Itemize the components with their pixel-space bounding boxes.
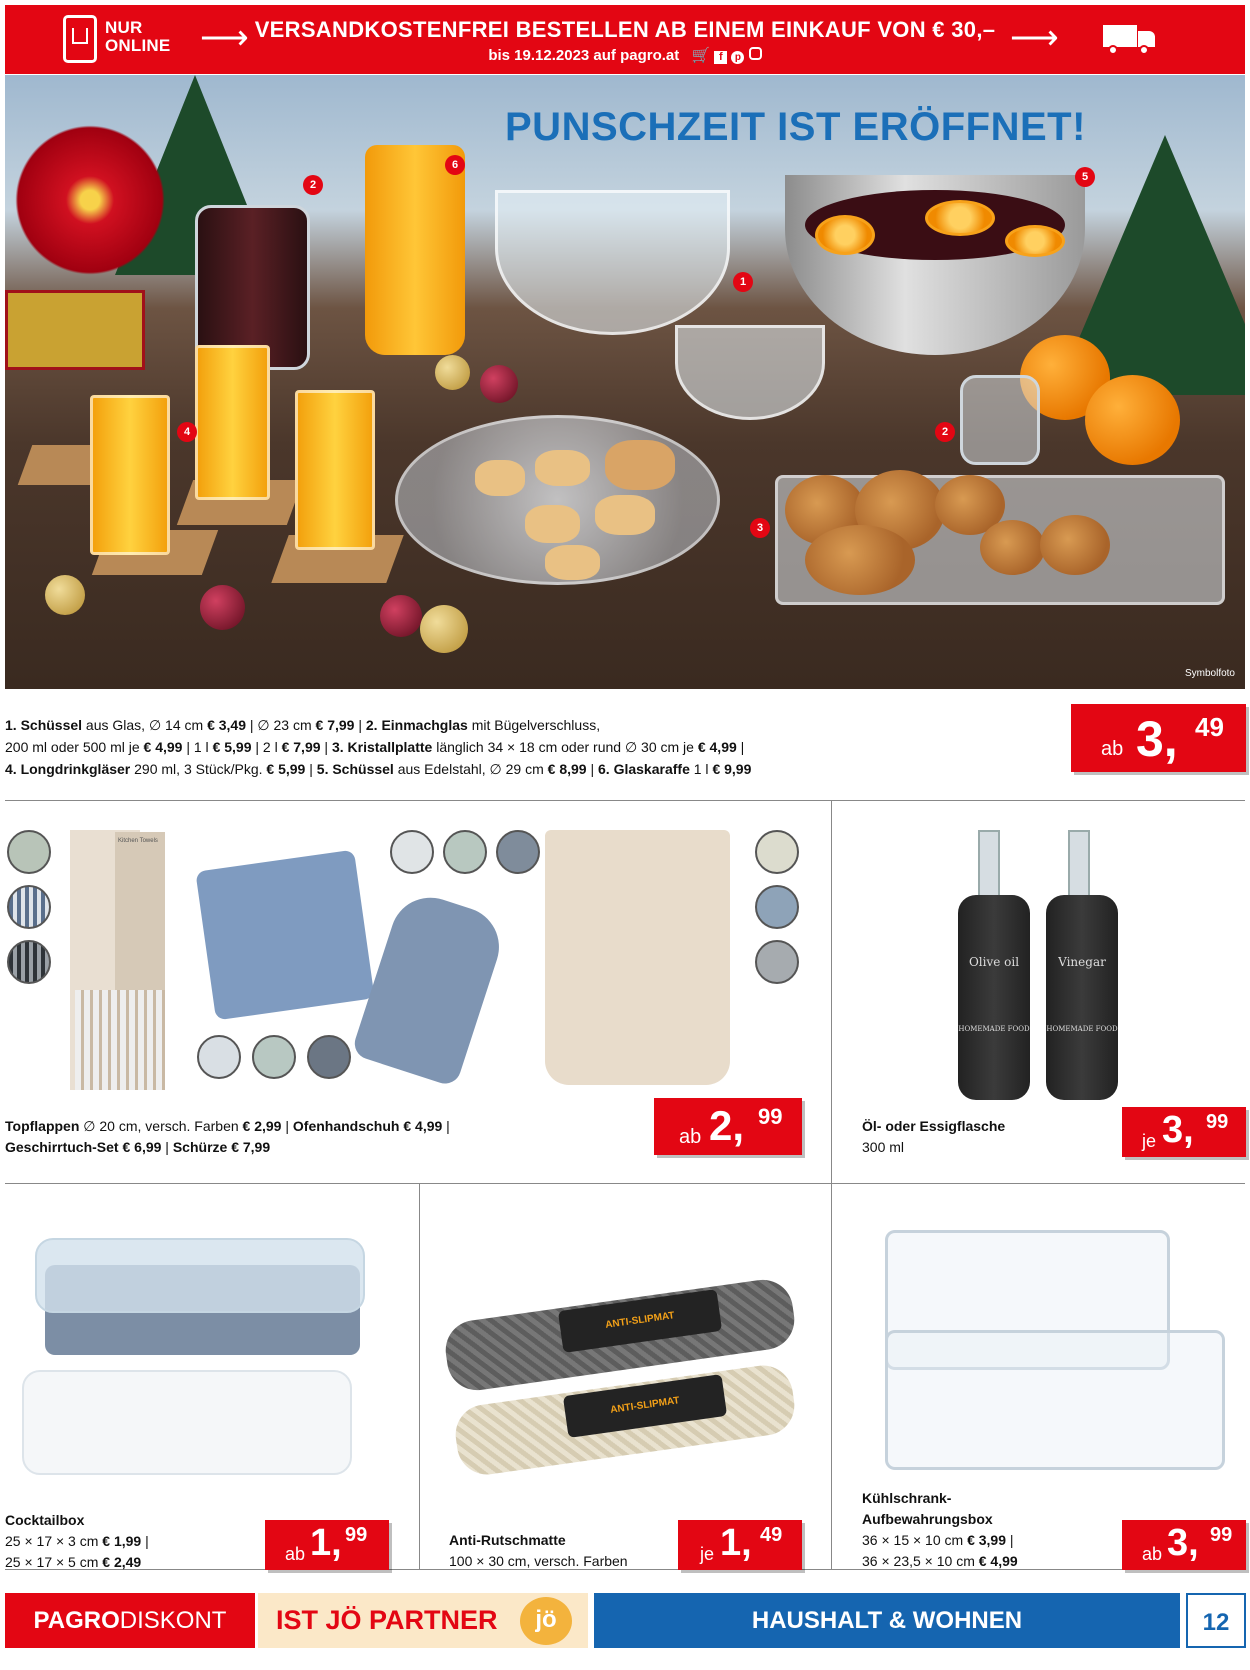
online-only-badge [63,15,173,63]
caption-line-3: 4. Longdrinkgläser 290 ml, 3 Stück/Pkg. € 5,99 | 5. Schüssel aus Edelstahl, ∅ 29 cm € 8,99 | 6. Glaskaraffe 1 l € 9,99 [5,761,752,777]
item-number-badge: 6 [445,155,465,175]
facebook-icon: f [714,51,727,64]
truck-icon [1103,25,1157,55]
shipping-banner [5,5,1245,74]
mat-description: Anti-Rutschmatte 100 × 30 cm, versch. Farben [449,1532,628,1569]
orange-fruit [1085,375,1180,465]
cocktailbox-description: Cocktailbox 25 × 17 × 3 cm € 1,99 | 25 × 17 × 5 cm € 2,49 [5,1512,149,1570]
cart-icon: 🛒 [691,47,711,64]
cocktailbox-lid [35,1238,365,1313]
gift-box [5,290,145,370]
page-footer [0,1593,1250,1648]
caption-line-2: 200 ml oder 500 ml je € 4,99 | 1 l € 5,99 | 2 l € 7,99 | 3. Kristallplatte länglich 34 × 18 cm oder rund ∅ 30 cm je € 4,99 | [5,739,745,755]
arrow-right-icon: ⟶ [1010,19,1059,57]
glass-bowl-small [675,325,825,420]
badge-line-1: NUR [105,18,143,37]
item-number-badge: 2 [935,422,955,442]
vinegar-bottle: Vinegar HOMEMADE FOOD [1046,895,1118,1100]
item-number-badge: 1 [733,272,753,292]
phone-cart-icon [63,15,97,63]
divider [831,1183,832,1569]
arrow-right-icon: ⟶ [200,19,249,57]
color-swatch-blue [7,885,51,929]
towel-label: Kitchen Towels [118,838,158,844]
glass-carafe [365,145,465,355]
hero-title: PUNSCHZEIT IST ERÖFFNET! [505,105,1086,149]
item-number-badge: 4 [177,422,197,442]
potholder [195,850,374,1021]
item-number-badge: 5 [1075,167,1095,187]
poinsettia-plant [5,115,175,285]
price-tag-textiles: ab 2, 99 [654,1098,802,1155]
divider [419,1183,420,1569]
caption-line-1: 1. Schüssel aus Glas, ∅ 14 cm € 3,49 | ∅ 23 cm € 7,99 | 2. Einmachglas mit Bügelverschluss, [5,717,601,733]
small-jar-cinnamon [960,375,1040,465]
price-tag-mat: je 1, 49 [678,1520,802,1570]
longdrink-glass [90,395,170,555]
banner-headline: VERSANDKOSTENFREI BESTELLEN AB EINEM EINKAUF VON € 30,– [254,17,996,42]
oil-bottle: Olive oil HOMEMADE FOOD [958,895,1030,1100]
bottles-description: Öl- oder Essigflasche 300 ml [862,1118,1006,1155]
jo-logo-icon: jö [520,1597,572,1645]
divider [5,1183,1245,1184]
apron [545,830,730,1085]
symbolic-photo-note: Symbolfoto [1184,668,1235,679]
color-swatch-green [7,830,51,874]
fridge-box-bottom [885,1330,1225,1470]
hero-caption [5,714,1055,780]
hero-photo [5,75,1245,689]
banner-subline [245,46,1005,64]
divider [831,800,832,1183]
page-number: 12 [1186,1593,1246,1648]
badge-line-2: ONLINE [105,36,171,55]
divider [5,800,1245,801]
price-tag-fridgebox: ab 3, 99 [1122,1520,1246,1570]
instagram-icon [749,47,762,60]
price-tag-hero: ab 3, 49 [1071,704,1246,772]
price-tag-cocktailbox: ab 1, 99 [265,1520,389,1570]
item-number-badge: 2 [303,175,323,195]
cocktailbox-white [22,1370,352,1475]
oven-mitt [351,887,510,1087]
price-tag-bottles: je 3, 99 [1122,1107,1246,1157]
section-title: HAUSHALT & WOHNEN [594,1593,1180,1648]
item-number-badge: 3 [750,518,770,538]
jo-partner-banner [258,1593,588,1648]
pagro-logo: PAGRODISKONT [5,1593,255,1648]
textiles-description: Topflappen ∅ 20 cm, versch. Farben € 2,99 | Ofenhandschuh € 4,99 | Geschirrtuch-Set € 6,99 | Schürze € 7,99 [5,1118,450,1155]
jo-partner-text: IST JÖ PARTNER [276,1605,498,1635]
pinterest-icon: p [731,51,744,64]
glass-bowl-large [495,190,730,335]
fridgebox-description: Kühlschrank- Aufbewahrungsbox 36 × 15 × 10 cm € 3,99 | 36 × 23,5 × 10 cm € 4,99 [862,1490,1018,1569]
longdrink-glass [195,345,270,500]
banner-date-text: bis 19.12.2023 auf pagro.at [488,47,680,64]
longdrink-glass [295,390,375,550]
color-swatch-dark [7,940,51,984]
